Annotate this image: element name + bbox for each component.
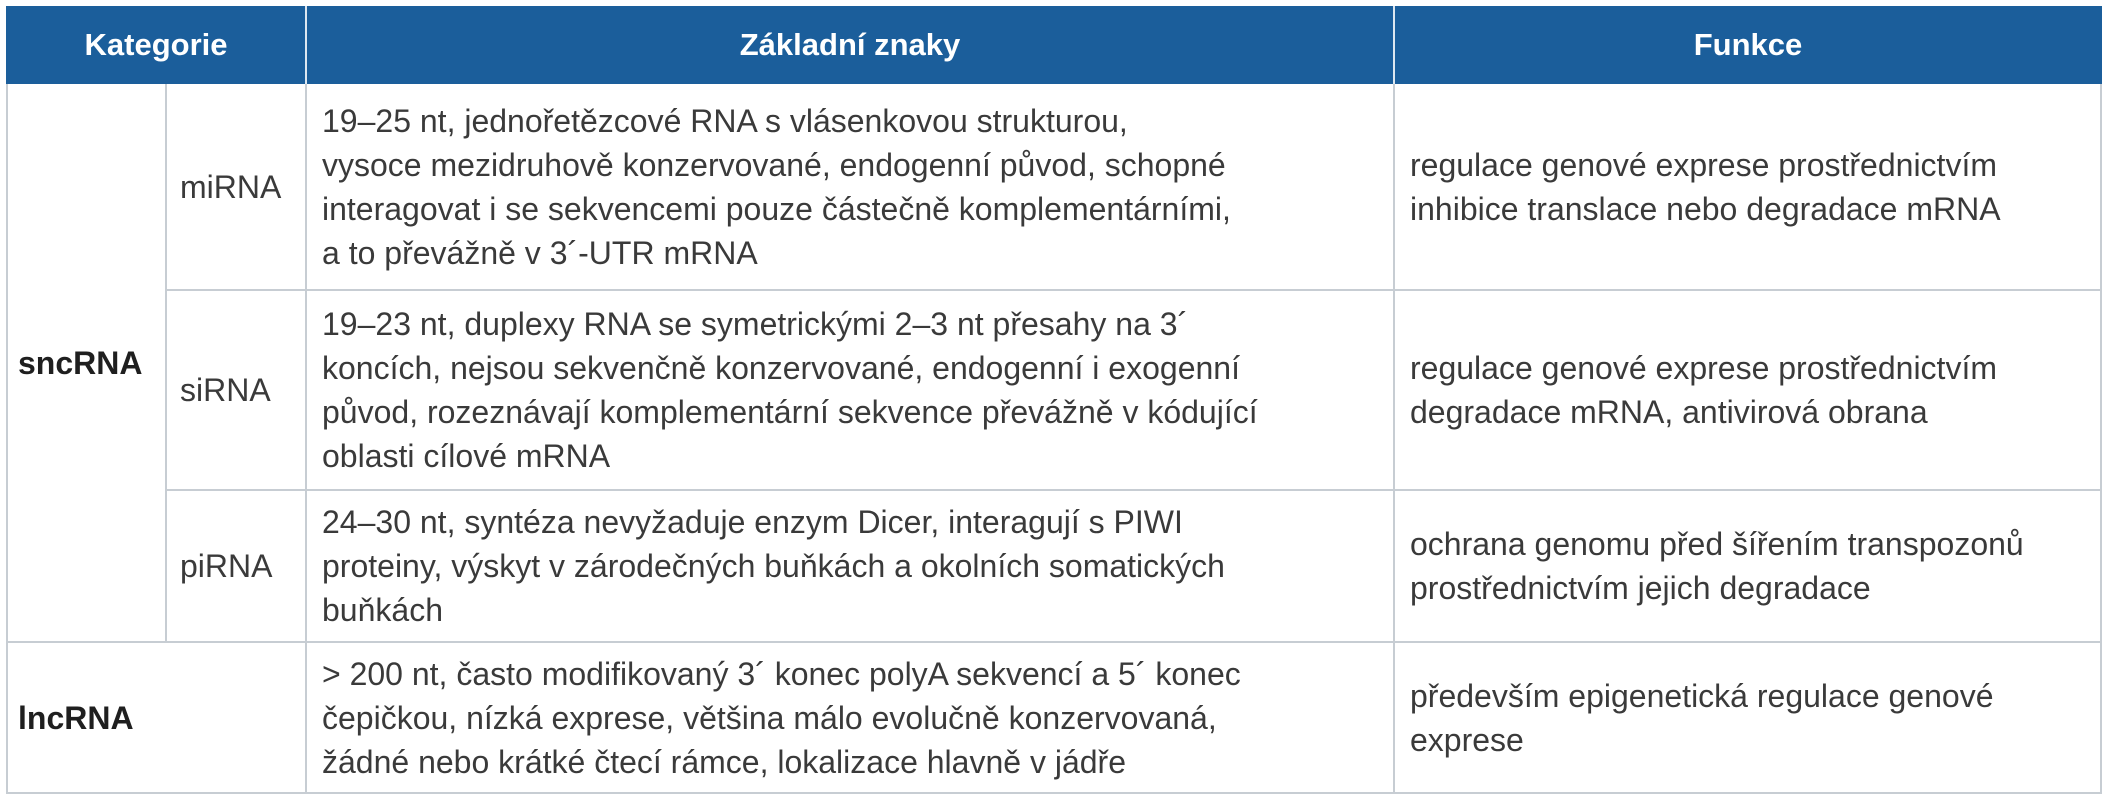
table-border-right <box>2100 84 2102 794</box>
header-divider <box>1393 6 1395 84</box>
category-lncrna <box>6 642 306 794</box>
row-divider <box>166 489 2102 491</box>
features-mirna <box>306 84 1394 290</box>
subtype-pirna <box>166 490 306 642</box>
subtype-label: siRNA <box>180 372 271 408</box>
function-sirna <box>1394 290 2102 490</box>
header-function <box>1394 6 2102 84</box>
header-category-label: Kategorie <box>84 27 228 62</box>
table-border-bottom <box>6 792 2102 794</box>
features-text: 19–23 nt, duplexy RNA se symetrickými 2–3 nt přesahy na 3´ koncích, nejsou sekvenčně konzervované, endogenní i exogenní původ, rozeznávají komplementární sekvence převážně v kódující oblasti cílové mRNA <box>322 306 1258 474</box>
header-category <box>6 6 306 84</box>
header-features-label: Základní znaky <box>739 27 961 62</box>
subtype-label: piRNA <box>180 548 273 584</box>
function-text: regulace genové exprese prostřednictvím degradace mRNA, antivirová obrana <box>1410 350 1997 430</box>
row-divider <box>6 641 2102 643</box>
features-lncrna <box>306 642 1394 794</box>
function-text: především epigenetická regulace genové exprese <box>1410 678 1994 758</box>
features-text: > 200 nt, často modifikovaný 3´ konec polyA sekvencí a 5´ konec čepičkou, nízká exprese, většina málo evolučně konzervovaná, žádné nebo krátké čtecí rámce, lokalizace hlavně v jádře <box>322 656 1241 780</box>
column-divider <box>1393 84 1395 794</box>
subtype-label: miRNA <box>180 169 282 205</box>
function-text: ochrana genomu před šířením transpozonů prostřednictvím jejich degradace <box>1410 526 2024 606</box>
features-sirna <box>306 290 1394 490</box>
header-features <box>306 6 1394 84</box>
table-border-left <box>6 84 8 794</box>
function-lncrna <box>1394 642 2102 794</box>
function-text: regulace genové exprese prostřednictvím inhibice translace nebo degradace mRNA <box>1410 147 2001 227</box>
row-divider <box>166 289 2102 291</box>
rna-categories-table <box>6 6 2102 794</box>
subtype-sirna <box>166 290 306 490</box>
function-mirna <box>1394 84 2102 290</box>
function-pirna <box>1394 490 2102 642</box>
features-text: 19–25 nt, jednořetězcové RNA s vlásenkovou strukturou, vysoce mezidruhově konzervované, endogenní původ, schopné interagovat i se sekvencemi pouze částečně komplementárními, a to převážně v 3´-UTR mRNA <box>322 103 1231 271</box>
column-divider <box>165 84 167 642</box>
header-divider <box>305 6 307 84</box>
header-function-label: Funkce <box>1693 27 1803 62</box>
column-divider <box>305 84 307 794</box>
category-label: sncRNA <box>18 345 143 381</box>
features-pirna <box>306 490 1394 642</box>
category-sncrna <box>6 84 166 642</box>
subtype-mirna <box>166 84 306 290</box>
features-text: 24–30 nt, syntéza nevyžaduje enzym Dicer, interagují s PIWI proteiny, výskyt v zárodečných buňkách a okolních somatických buňkách <box>322 504 1225 628</box>
category-label: lncRNA <box>18 700 134 736</box>
